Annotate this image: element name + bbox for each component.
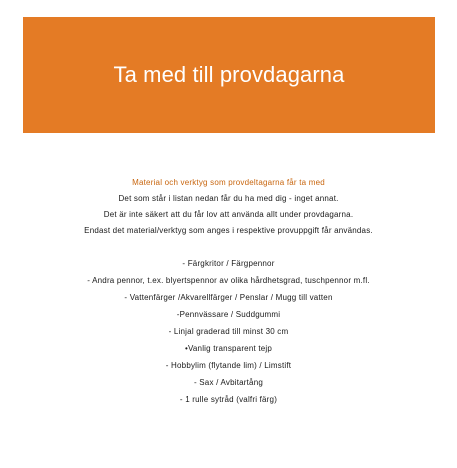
list-item: - Linjal graderad till minst 30 cm xyxy=(168,327,289,336)
list-item: - 1 rulle sytråd (valfri färg) xyxy=(179,395,278,404)
materials-section xyxy=(0,176,457,410)
section-heading: Material och verktyg som provdeltagarna får ta med xyxy=(132,178,325,187)
list-item: - Hobbylim (flytande lim) / Limstift xyxy=(165,361,292,370)
intro-line: Det som står i listan nedan får du ha med dig - inget annat. xyxy=(118,194,339,203)
list-item: - Sax / Avbitartång xyxy=(193,378,264,387)
title-banner xyxy=(23,17,435,133)
page-title: Ta med till provdagarna xyxy=(113,62,345,87)
intro-line: Endast det material/verktyg som anges i respektive provuppgift får användas. xyxy=(84,226,373,235)
list-item: - Färgkritor / Färgpennor xyxy=(182,259,275,268)
list-item: •Vanlig transparent tejp xyxy=(184,344,273,353)
spacer xyxy=(0,240,457,257)
intro-line: Det är inte säkert att du får lov att använda allt under provdagarna. xyxy=(103,210,354,219)
list-item: -Pennvässare / Suddgummi xyxy=(176,310,281,319)
list-item: - Andra pennor, t.ex. blyertspennor av olika hårdhetsgrad, tuschpennor m.fl. xyxy=(87,276,370,285)
list-item: - Vattenfärger /Akvarellfärger / Penslar / Mugg till vatten xyxy=(124,293,333,302)
